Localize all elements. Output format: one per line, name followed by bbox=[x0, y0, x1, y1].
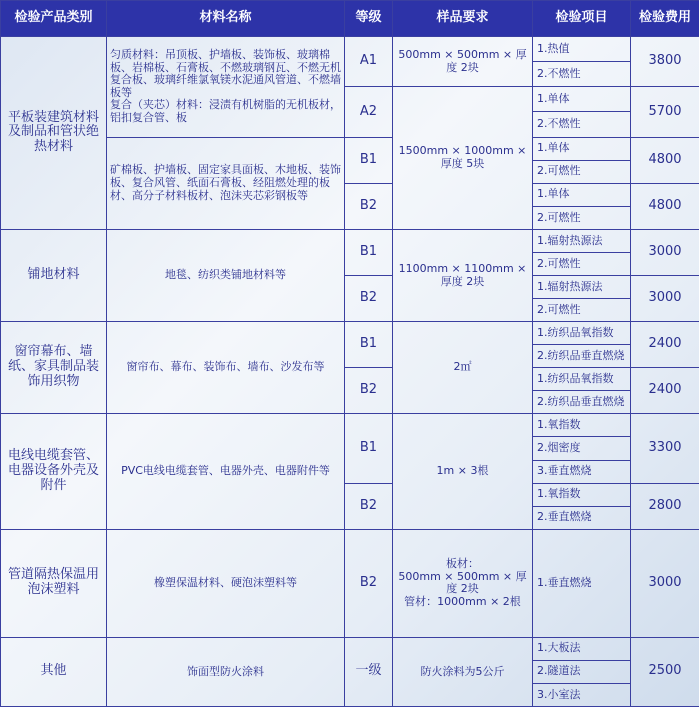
test-item-cell: 2.可燃性 bbox=[533, 206, 631, 229]
category-cell: 平板装建筑材料及制品和管状绝热材料 bbox=[1, 37, 107, 230]
test-item-cell: 3.小室法 bbox=[533, 683, 631, 706]
test-item-cell: 2.不燃性 bbox=[533, 62, 631, 87]
test-item-cell: 1.大板法 bbox=[533, 637, 631, 660]
header-test-item: 检验项目 bbox=[533, 1, 631, 37]
fee-cell: 2500 bbox=[631, 637, 699, 706]
table-header-row bbox=[1, 1, 699, 37]
fee-cell: 3800 bbox=[631, 37, 699, 87]
table-row bbox=[1, 322, 699, 345]
sample-req-cell: 2㎡ bbox=[393, 322, 533, 414]
fee-cell: 4800 bbox=[631, 137, 699, 183]
level-cell: B1 bbox=[345, 414, 393, 483]
material-cell: 窗帘布、幕布、装饰布、墙布、沙发布等 bbox=[107, 322, 345, 414]
fee-cell: 3000 bbox=[631, 529, 699, 637]
header-fee: 检验费用 bbox=[631, 1, 699, 37]
header-sample-req: 样品要求 bbox=[393, 1, 533, 37]
table-row bbox=[1, 529, 699, 637]
test-item-cell: 1.纺织品氧指数 bbox=[533, 368, 631, 391]
category-cell: 电线电缆套管、电器设备外壳及附件 bbox=[1, 414, 107, 529]
level-cell: B2 bbox=[345, 529, 393, 637]
fee-cell: 3000 bbox=[631, 229, 699, 275]
sample-req-cell: 1100mm × 1100mm × 厚度 2块 bbox=[393, 229, 533, 321]
test-item-cell: 1.热值 bbox=[533, 37, 631, 62]
test-item-cell: 2.烟密度 bbox=[533, 437, 631, 460]
test-item-cell: 1.单体 bbox=[533, 87, 631, 112]
test-item-cell: 1.辐射热源法 bbox=[533, 229, 631, 252]
level-cell: B2 bbox=[345, 183, 393, 229]
test-item-cell: 2.可燃性 bbox=[533, 160, 631, 183]
fee-cell: 3300 bbox=[631, 414, 699, 483]
category-cell: 管道隔热保温用泡沫塑料 bbox=[1, 529, 107, 637]
level-cell: A2 bbox=[345, 87, 393, 137]
test-item-cell: 2.不燃性 bbox=[533, 112, 631, 137]
test-item-cell: 2.垂直燃烧 bbox=[533, 506, 631, 529]
table-row bbox=[1, 637, 699, 660]
table-row bbox=[1, 37, 699, 62]
material-cell: 地毯、纺织类铺地材料等 bbox=[107, 229, 345, 321]
test-item-cell: 1.单体 bbox=[533, 137, 631, 160]
material-cell: 矿棉板、护墙板、固定家具面板、木地板、装饰板、复合风管、纸面石膏板、经阻燃处理的板材、高分子材料板材、泡沫夹芯彩钢板等 bbox=[107, 137, 345, 229]
level-cell: B2 bbox=[345, 276, 393, 322]
material-cell: 饰面型防火涂料 bbox=[107, 637, 345, 706]
test-item-cell: 1.氧指数 bbox=[533, 414, 631, 437]
header-level: 等级 bbox=[345, 1, 393, 37]
level-cell: 一级 bbox=[345, 637, 393, 706]
level-cell: B2 bbox=[345, 483, 393, 529]
test-item-cell: 2.可燃性 bbox=[533, 299, 631, 322]
sample-req-cell: 1m × 3根 bbox=[393, 414, 533, 529]
material-cell: PVC电线电缆套管、电器外壳、电器附件等 bbox=[107, 414, 345, 529]
test-item-cell: 1.垂直燃烧 bbox=[533, 529, 631, 637]
fee-cell: 3000 bbox=[631, 276, 699, 322]
fee-cell: 4800 bbox=[631, 183, 699, 229]
fee-cell: 2400 bbox=[631, 322, 699, 368]
category-cell: 铺地材料 bbox=[1, 229, 107, 321]
sample-req-cell: 防火涂料为5公斤 bbox=[393, 637, 533, 706]
category-cell: 窗帘幕布、墙纸、家具制品装饰用织物 bbox=[1, 322, 107, 414]
test-item-cell: 1.纺织品氧指数 bbox=[533, 322, 631, 345]
table-row bbox=[1, 229, 699, 252]
test-item-cell: 1.单体 bbox=[533, 183, 631, 206]
level-cell: B1 bbox=[345, 137, 393, 183]
header-material: 材料名称 bbox=[107, 1, 345, 37]
fee-cell: 2400 bbox=[631, 368, 699, 414]
table-row bbox=[1, 414, 699, 437]
level-cell: B1 bbox=[345, 322, 393, 368]
material-cell: 匀质材料：吊顶板、护墙板、装饰板、玻璃棉板、岩棉板、石膏板、不燃玻璃钢瓦、不燃无机复合板、玻璃纤维氯氧镁水泥通风管道、不燃墙板等 复合（夹芯）材料：浸渍有机树脂的无机板材，铝扣复合管、板 bbox=[107, 37, 345, 138]
test-item-cell: 1.氧指数 bbox=[533, 483, 631, 506]
test-item-cell: 1.辐射热源法 bbox=[533, 276, 631, 299]
fee-cell: 5700 bbox=[631, 87, 699, 137]
header-category: 检验产品类别 bbox=[1, 1, 107, 37]
sample-req-cell: 板材： 500mm × 500mm × 厚度 2块 管材：1000mm × 2根 bbox=[393, 529, 533, 637]
test-item-cell: 2.纺织品垂直燃烧 bbox=[533, 391, 631, 414]
fee-cell: 2800 bbox=[631, 483, 699, 529]
test-item-cell: 3.垂直燃烧 bbox=[533, 460, 631, 483]
test-item-cell: 2.隧道法 bbox=[533, 660, 631, 683]
sample-req-cell: 1500mm × 1000mm × 厚度 5块 bbox=[393, 87, 533, 230]
material-cell: 橡塑保温材料、硬泡沫塑料等 bbox=[107, 529, 345, 637]
level-cell: A1 bbox=[345, 37, 393, 87]
category-cell: 其他 bbox=[1, 637, 107, 706]
test-item-cell: 2.纺织品垂直燃烧 bbox=[533, 345, 631, 368]
sample-req-cell: 500mm × 500mm × 厚度 2块 bbox=[393, 37, 533, 87]
test-item-cell: 2.可燃性 bbox=[533, 252, 631, 275]
level-cell: B2 bbox=[345, 368, 393, 414]
level-cell: B1 bbox=[345, 229, 393, 275]
